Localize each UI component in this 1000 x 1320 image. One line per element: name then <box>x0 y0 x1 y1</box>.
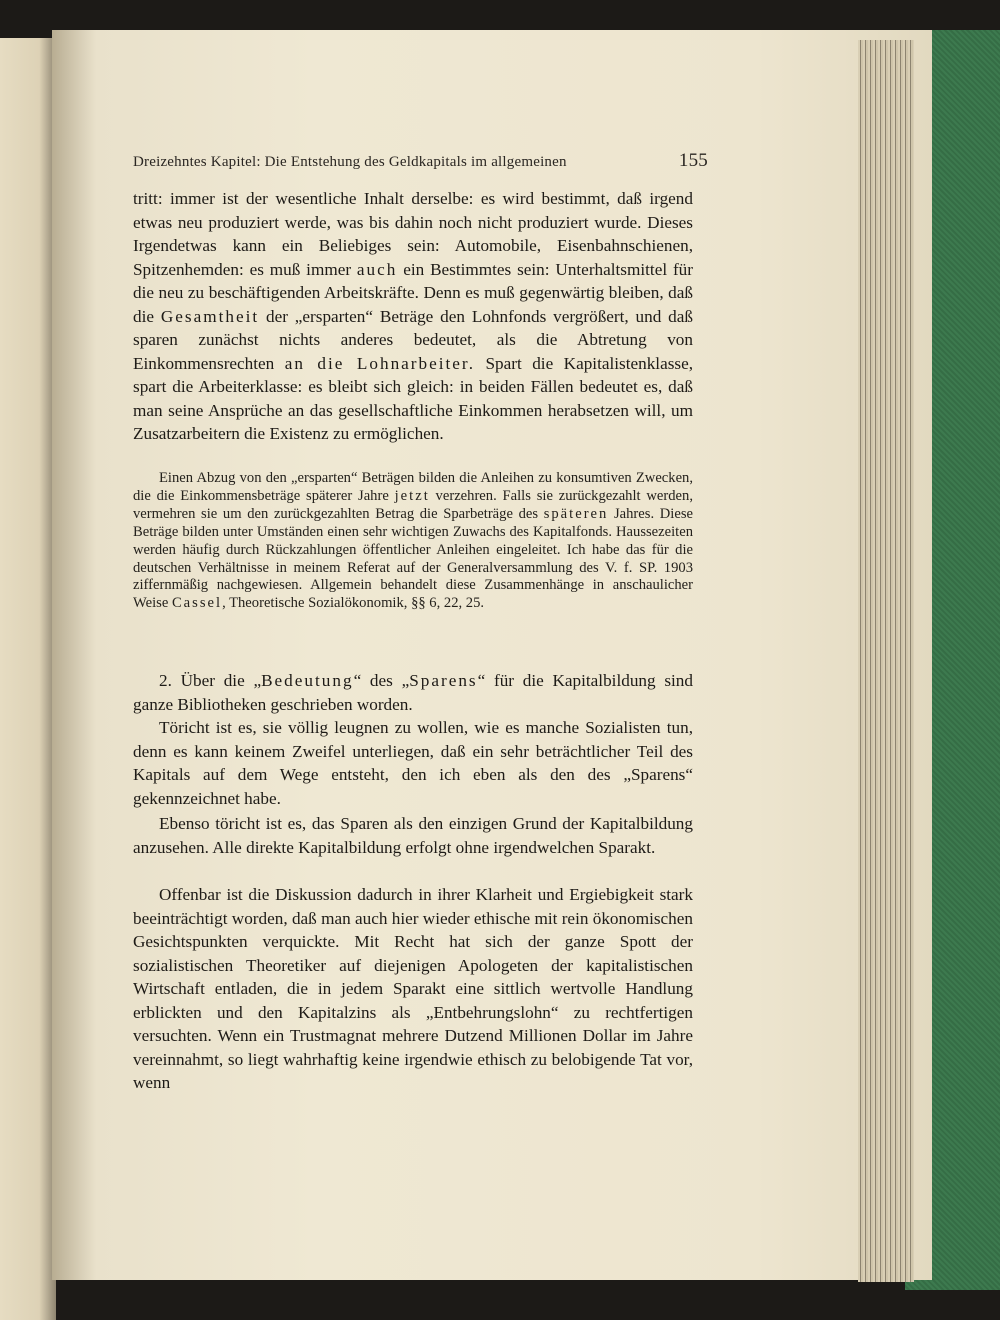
paragraph-2 <box>133 669 693 716</box>
page-content <box>133 0 708 1320</box>
spaced-text: Bedeutung <box>261 671 354 690</box>
paragraph-1 <box>133 187 693 446</box>
text-run: ein Bestimmtes sein: Unterhaltsmittel für die neu zu beschäftigenden Arbeitskräfte. Denn es muß gegenwärtig bleiben, daß die <box>133 259 693 326</box>
spaced-text: Sparens <box>409 671 478 690</box>
spaced-text: auch <box>356 259 398 279</box>
spaced-text: an die Lohnarbeiter. <box>284 353 475 373</box>
text-run: 2. Über die „ <box>159 671 262 690</box>
page-edges <box>858 40 914 1282</box>
text-run: der „ersparten“ Beträge den Lohnfonds vergrößert, und daß sparen zunächst nichts anderes bedeutet, als die Abtretung von Einkommensrechten <box>133 306 693 373</box>
text-run: , Theoretische Sozialökonomik, §§ 6, 22, 25. <box>222 595 485 612</box>
spaced-text: jetzt <box>394 487 430 504</box>
text-run: Spart die Kapitalistenklasse, spart die Arbeiterklasse: es bleibt sich gleich: in beiden Fällen bedeutet es, daß man seine Ansprüche an das gesellschaftliche Einkommen herabsetzen will, um Zusatzarbeitern die Existenz zu ermöglichen. <box>133 353 694 443</box>
paragraph-4: Ebenso töricht ist es, das Sparen als den einzigen Grund der Kapitalbildung anzusehen. Alle direkte Kapitalbildung erfolgt ohne irgendwelchen Sparakt. <box>133 814 693 857</box>
text-run: tritt: immer ist der wesentliche Inhalt derselbe: es wird bestimmt, daß irgend etwas neu produziert werde, was bis dahin noch nicht produziert wurde. Dieses Irgendetwas kann ein Beliebiges sein: Automobile, Eisenbahnschienen, Spitzenhemden: es muß immer <box>133 189 693 279</box>
page-number: 155 <box>678 150 708 171</box>
spaced-text: Gesamtheit <box>160 306 260 326</box>
text-run: verzehren. Falls sie zurückgezahlt werden, vermehren sie um den zurückgezahlten Betrag die Sparbeträge des <box>133 487 693 522</box>
text-run: “ des „ <box>353 671 410 690</box>
running-head <box>133 150 708 172</box>
text-run: Jahres. Diese Beträge bilden unter Umständen einen sehr wichtigen Zuwachs des Kapitalfonds. Haussezeiten werden häufig durch Rückzahlungen öffentlicher Anleihen eingeleitet. Ich habe das für die deutschen Verhältnisse in meinem Referat auf der Generalversammlung des V. f. SP. 1903 ziffernmäßig nachgewiesen. Allgemein behandelt diese Zusammenhänge in anschaulicher Weise <box>133 505 693 612</box>
left-page-edge <box>0 38 56 1320</box>
spaced-text: späteren <box>543 505 609 522</box>
note-paragraph <box>133 470 693 613</box>
text-run: Einen Abzug von den „ersparten“ Beträgen bilden die Anleihen zu konsumtiven Zwecken, die die Einkommensbeträge späterer Jahre <box>133 470 693 504</box>
paragraph-3: Töricht ist es, sie völlig leugnen zu wollen, wie es manche Sozialisten tun, denn es kann keinem Zweifel unterliegen, daß ein sehr beträchtlicher Teil des Kapitals auf dem Wege entsteht, den ich eben als den des „Sparens“ gekennzeichnet habe. <box>133 718 693 808</box>
paragraph-5: Offenbar ist die Diskussion dadurch in ihrer Klarheit und Ergiebigkeit stark beeinträchtigt worden, daß man auch hier wieder ethische mit rein ökonomischen Gesichtspunkten verquickte. Mit Recht hat sich der ganze Spott der sozialistischen Theoretiker auf diejenigen Apologeten der kapitalistischen Wirtschaft entladen, die in jedem Sparakt eine sittlich wertvolle Handlung erblickten und den Kapitalzins als „Entbehrungslohn“ zu rechtfertigen versuchten. Wenn ein Trustmagnat mehrere Dutzend Millionen Dollar im Jahre vereinnahmt, so liegt wahrhaftig keine irgendwie ethisch zu belobigende Tat vor, wenn <box>133 885 693 1092</box>
text-run: “ für die Kapitalbildung sind ganze Bibliotheken geschrieben worden. <box>133 671 693 714</box>
spaced-text: Cassel <box>171 595 223 612</box>
running-title: Dreizehntes Kapitel: Die Entstehung des Geldkapitals im allgemeinen <box>133 154 567 170</box>
